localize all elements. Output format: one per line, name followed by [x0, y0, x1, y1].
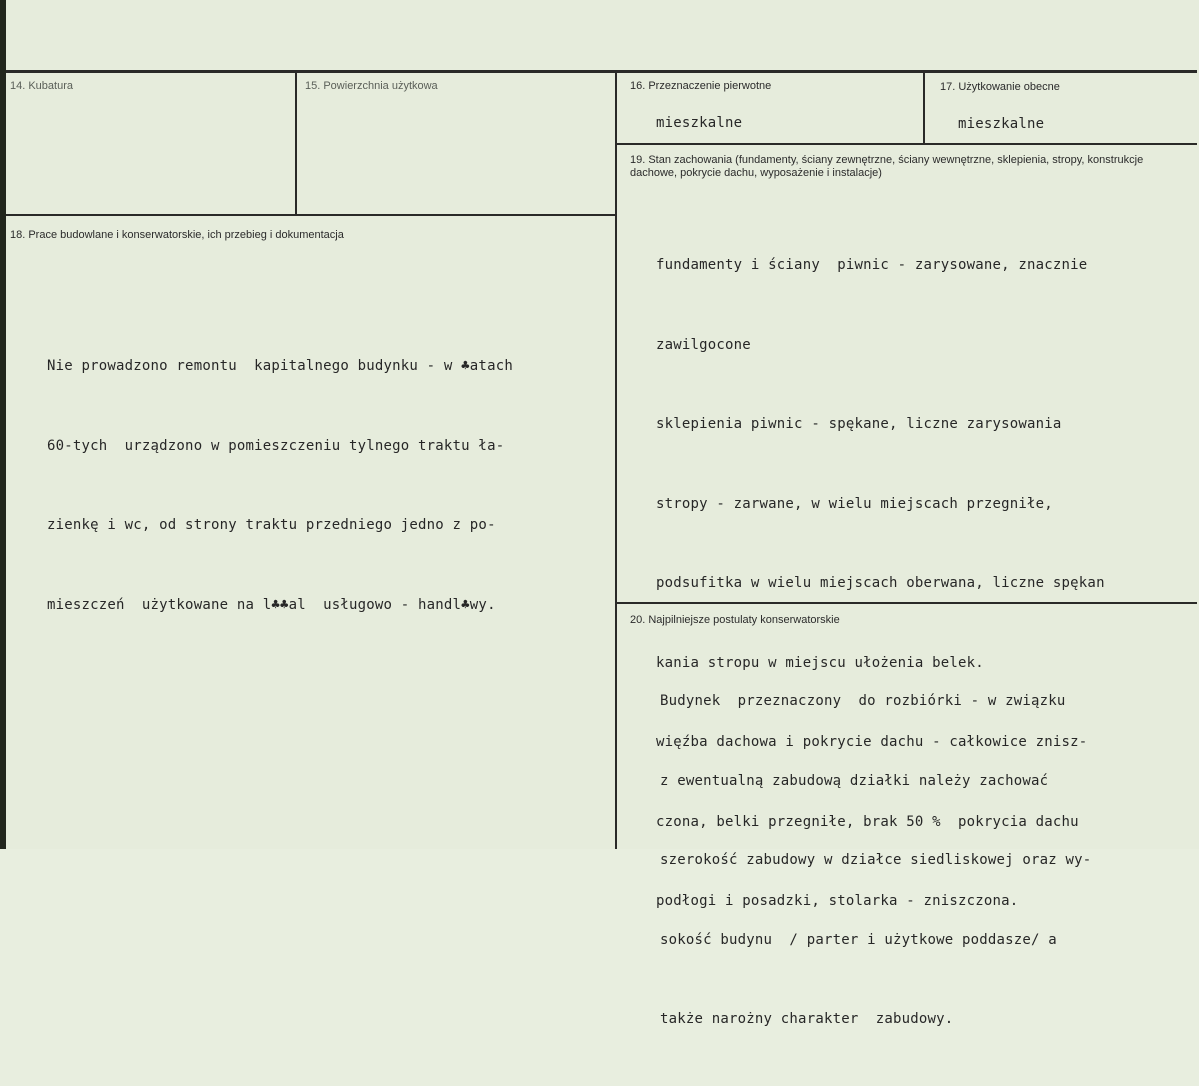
field-label: 16. Przeznaczenie pierwotne — [630, 80, 772, 92]
text-line: fundamenty i ściany piwnic - zarysowane, znacznie — [656, 257, 1088, 273]
text-line: 60-tych urządzono w pomieszczeniu tylnego traktu ła- — [47, 437, 505, 454]
rule-below-16-17 — [616, 143, 1197, 145]
divider-16-17 — [923, 72, 925, 144]
rule-below-14-15 — [6, 214, 617, 216]
text-line: podłogi i posadzki, stolarka - zniszczona. — [656, 893, 1019, 909]
text-line: sklepienia piwnic - spękane, liczne zarysowania — [656, 416, 1062, 432]
text-line: zawilgocone — [656, 336, 751, 353]
text-line: mieszczeń użytkowane na l♣♣al usługowo - handl♣wy. — [47, 596, 496, 613]
divider-14-15 — [295, 72, 297, 216]
rule-top — [6, 70, 1197, 73]
field-text — [660, 635, 1091, 1086]
text-line: Budynek przeznaczony do rozbiórki - w związku — [660, 693, 1066, 709]
field-label: 20. Najpilniejsze postulaty konserwatorskie — [630, 614, 840, 626]
text-line: stropy - zarwane, w wielu miejscach przegniłe, — [656, 495, 1053, 512]
text-line: podsufitka w wielu miejscach oberwana, liczne spękan — [656, 575, 1105, 591]
field-value: mieszkalne — [656, 115, 743, 131]
text-line: z ewentualną zabudową działki należy zachować — [660, 772, 1049, 789]
field-label: 14. Kubatura — [10, 80, 73, 92]
field-label: 15. Powierzchnia użytkowa — [305, 80, 438, 92]
text-line: więźba dachowa i pokrycie dachu - całkowice znisz- — [656, 734, 1088, 750]
field-label: 19. Stan zachowania (fundamenty, ściany zewnętrzne, ściany wewnętrzne, sklepienia, stropy, konstrukcje dachowe, pokrycie dachu, wyposażenie i instalacje) — [630, 154, 1144, 179]
scan-edge-left — [0, 0, 6, 849]
field-value: mieszkalne — [958, 116, 1045, 132]
text-line: czona, belki przegniłe, brak 50 % pokrycia dachu — [656, 813, 1079, 830]
scan-edge-right — [1193, 0, 1199, 849]
text-line: sokość budynu / parter i użytkowe poddasze/ a — [660, 931, 1057, 948]
field-label: 18. Prace budowlane i konserwatorskie, ich przebieg i dokumentacja — [10, 229, 344, 241]
divider-15-16 — [615, 72, 617, 849]
text-line: zienkę i wc, od strony traktu przedniego jedno z po- — [47, 517, 496, 533]
text-line: Nie prowadzono remontu kapitalnego budynku - w ♣atach — [47, 358, 513, 374]
text-line: także narożny charakter zabudowy. — [660, 1011, 954, 1027]
text-line: kania stropu w miejscu ułożenia belek. — [656, 654, 984, 671]
text-line: szerokość zabudowy w działce siedliskowej oraz wy- — [660, 852, 1092, 868]
field-label: 17. Użytkowanie obecne — [940, 81, 1060, 93]
field-text — [47, 300, 513, 671]
